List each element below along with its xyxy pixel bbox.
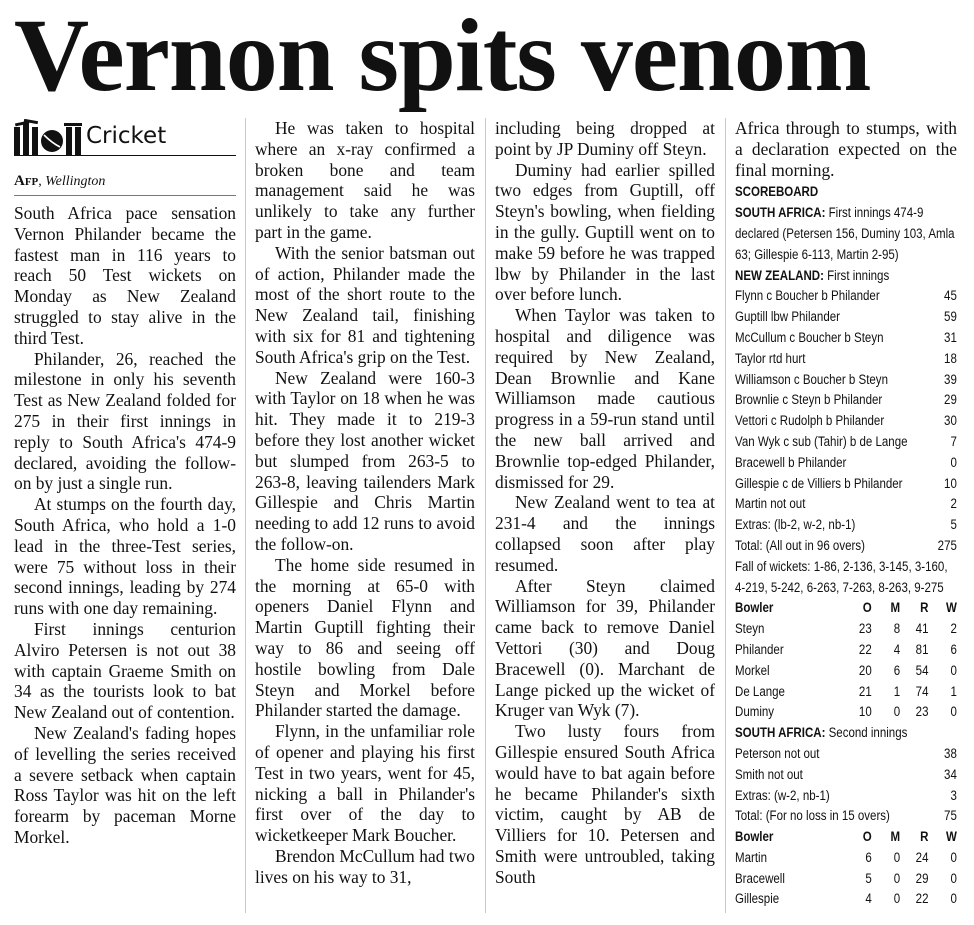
article-paragraph: New Zealand went to tea at 231-4 and the innings collapsed soon after play resumed. <box>495 492 715 575</box>
bowling-figure: 4 <box>893 641 901 657</box>
batsman-name: Total: (All out in 96 overs) <box>735 537 865 553</box>
bowling-figure: 10 <box>858 704 872 720</box>
bowling-figure: 22 <box>915 891 929 907</box>
bowling-figure: 0 <box>950 870 957 886</box>
bowling-figure: 0 <box>893 704 901 720</box>
batting-row <box>735 286 957 307</box>
bowling-row <box>735 848 957 869</box>
article-paragraph: New Zealand were 160-3 with Taylor on 18 when he was hit. They made it to 219-3 before they lost another wicket but slumped from 263-5 to 263-8, leaving tailenders Mark Gillespie and Chris Martin needing to add 12 runs to avoid the follow-on. <box>255 367 475 554</box>
batting-row <box>735 515 957 536</box>
article-paragraph: First innings centurion Alviro Petersen is not out 38 with captain Graeme Smith on 34 as the tourists look to bat New Zealand out of contention. <box>14 618 236 723</box>
batting-row <box>735 349 957 370</box>
batsman-name: Extras: (w-2, nb-1) <box>735 787 830 803</box>
bowling-figure: 0 <box>950 849 957 865</box>
batsman-name: Total: (For no loss in 15 overs) <box>735 808 890 824</box>
batsman-name: Taylor rtd hurt <box>735 350 806 366</box>
column-rule <box>245 118 246 913</box>
article-paragraph: He was taken to hospital where an x-ray confirmed a broken bone and team management said he was unlikely to take any further part in the game. <box>255 118 475 242</box>
bowling-figure: 23 <box>858 621 872 637</box>
bowler-name: De Lange <box>735 683 785 699</box>
batsman-runs: 29 <box>944 392 957 408</box>
bowling-figure: 54 <box>915 662 929 678</box>
batsman-name: Brownlie c Steyn b Philander <box>735 392 883 408</box>
bowling-figure: W <box>946 600 957 616</box>
bowling-figure: 6 <box>950 641 957 657</box>
batsman-runs: 31 <box>944 329 957 345</box>
team-label: SOUTH AFRICA: <box>735 205 826 221</box>
bowling-row <box>735 682 957 703</box>
cricket-icon <box>14 119 82 155</box>
batsman-name: Peterson not out <box>735 745 820 761</box>
bowling-header-row <box>735 598 957 619</box>
team-label: NEW ZEALAND: <box>735 267 824 283</box>
bowling-figure: M <box>890 600 901 616</box>
batting-row <box>735 390 957 411</box>
bowling-figure: 5 <box>865 870 872 886</box>
article-paragraph: Africa through to stumps, with a declaration expected on the final morning. <box>735 118 957 180</box>
bowling-header-row <box>735 827 957 848</box>
bowling-figure: 41 <box>915 621 929 637</box>
bowler-name: Morkel <box>735 662 770 678</box>
sa-first-innings <box>735 203 957 265</box>
batsman-name: McCullum c Boucher b Steyn <box>735 329 884 345</box>
article-column-4 <box>735 118 957 918</box>
batting-row <box>735 432 957 453</box>
bowler-name: Gillespie <box>735 891 780 907</box>
bowling-figure: 1 <box>950 683 957 699</box>
article-paragraph: South Africa pace sensation Vernon Philander became the fastest man in 116 years to reach 50 Test wickets on Monday as New Zealand struggled to stay alive in the third Test. <box>14 203 236 348</box>
batsman-runs: 7 <box>950 433 957 449</box>
batting-row <box>735 786 957 807</box>
batting-row <box>735 536 957 557</box>
batting-row <box>735 744 957 765</box>
batsman-runs: 2 <box>950 496 957 512</box>
bowling-figure: 0 <box>950 891 957 907</box>
bowler-name: Duminy <box>735 704 775 720</box>
bowling-figure: 20 <box>858 662 872 678</box>
batsman-name: Gillespie c de Villiers b Philander <box>735 475 903 491</box>
column-rule <box>725 118 726 913</box>
batsman-name: Vettori c Rudolph b Philander <box>735 413 885 429</box>
batsman-runs: 30 <box>944 413 957 429</box>
batsman-name: Bracewell b Philander <box>735 454 847 470</box>
article-paragraph: Flynn, in the unfamiliar role of opener and playing his first Test in two years, went for 45, nicking a ball in Philander's first over of the day to wicketkeeper Mark Boucher. <box>255 721 475 846</box>
batting-row <box>735 494 957 515</box>
batting-row <box>735 806 957 827</box>
byline-place: Wellington <box>45 174 106 189</box>
bowling-figure: 2 <box>950 621 957 637</box>
bowling-figure: R <box>920 829 929 845</box>
batsman-name: Guptill lbw Philander <box>735 309 840 325</box>
batsman-runs: 45 <box>944 288 957 304</box>
bowling-figure: 0 <box>893 870 901 886</box>
batting-row <box>735 328 957 349</box>
bowling-figure: 8 <box>893 621 901 637</box>
batsman-runs: 275 <box>937 537 957 553</box>
batsman-name: Williamson c Boucher b Steyn <box>735 371 888 387</box>
scoreboard <box>735 182 957 910</box>
bowling-figure: 4 <box>865 891 872 907</box>
bowling-figure: 0 <box>893 849 901 865</box>
bowling-figure: 74 <box>915 683 929 699</box>
batsman-name: Smith not out <box>735 766 803 782</box>
article-paragraph: When Taylor was taken to hospital and diligence was required by New Zealand, Dean Brownlie and Kane Williamson made cautious progress in a 59-run stand until the new ball arrived and Brownlie top-edged Philander, dismissed for 29. <box>495 305 715 492</box>
bowling-row <box>735 661 957 682</box>
article-column-3 <box>495 118 715 918</box>
article-paragraph: The home side resumed in the morning at 65-0 with openers Daniel Flynn and Martin Guptill fighting their way to 86 and seeing off hostile bowling from Dale Steyn and Morkel before Philander started the damage. <box>255 554 475 721</box>
sa-second-innings-heading <box>735 723 957 744</box>
bowler-name: Philander <box>735 641 784 657</box>
article-column-1 <box>14 118 236 918</box>
bowling-row <box>735 619 957 640</box>
bowling-figure: 6 <box>865 849 872 865</box>
nz-innings-heading <box>735 266 957 287</box>
article-paragraph: After Steyn claimed Williamson for 39, Philander came back to remove Daniel Vettori (30) and Doug Bracewell (0). Marchant de Lange picked up the wicket of Kruger van Wyk (7). <box>495 575 715 721</box>
nz-batting-list <box>735 286 957 556</box>
bowling-figure: O <box>862 600 872 616</box>
article-paragraph: including being dropped at point by JP Duminy off Steyn. <box>495 118 715 159</box>
scoreboard-heading: SCOREBOARD <box>735 184 819 200</box>
bowling-figure: 21 <box>858 683 872 699</box>
batsman-runs: 59 <box>944 309 957 325</box>
batsman-name: Martin not out <box>735 496 806 512</box>
batsman-runs: 39 <box>944 371 957 387</box>
bowling-figure: W <box>946 829 957 845</box>
article-paragraph: With the senior batsman out of action, Philander made the most of the short route to the New Zealand tail, finishing with six for 81 and tightening South Africa's grip on the Test. <box>255 242 475 367</box>
headline: Vernon spits venom <box>14 0 871 113</box>
batting-row <box>735 474 957 495</box>
bowling-table-1 <box>735 598 957 723</box>
bowling-figure: 23 <box>915 704 929 720</box>
section-title: Cricket <box>86 123 167 150</box>
batsman-name: Extras: (lb-2, w-2, nb-1) <box>735 517 856 533</box>
batsman-runs: 18 <box>944 350 957 366</box>
team-label: SOUTH AFRICA: <box>735 725 826 741</box>
bowling-figure: 29 <box>915 870 929 886</box>
batsman-runs: 3 <box>950 787 957 803</box>
bowling-figure: 81 <box>915 641 929 657</box>
bowling-row <box>735 702 957 723</box>
innings-summary: First innings 474-9 declared (Petersen 156, Duminy 103, Amla 63; Gillespie 6-113, Martin 2-95) <box>735 205 955 262</box>
bowling-row <box>735 640 957 661</box>
article-paragraph: At stumps on the fourth day, South Africa, who hold a 1-0 lead in the three-Test series, were 75 without loss in their second innings, leading by 274 runs with one day remaining. <box>14 494 236 619</box>
article-paragraph: Philander, 26, reached the milestone in only his seventh Test as New Zealand folded for 275 in their first innings in reply to South Africa's 474-9 declared, avoiding the follow-on by just a single run. <box>14 348 236 494</box>
bowling-figure: M <box>890 829 901 845</box>
batsman-runs: 10 <box>944 475 957 491</box>
article-paragraph: Duminy had earlier spilled two edges from Guptill, off Steyn's bowling, when fielding in the gully. Guptill went on to make 59 before he was trapped lbw by Philander in the last over before lunch. <box>495 159 715 305</box>
bowler-name: Bowler <box>735 829 774 845</box>
bowler-name: Bowler <box>735 600 774 616</box>
batsman-runs: 38 <box>944 745 957 761</box>
sa-batting-list <box>735 744 957 827</box>
batting-row <box>735 307 957 328</box>
bowling-figure: O <box>862 829 872 845</box>
section-header <box>14 118 236 156</box>
batsman-name: Flynn c Boucher b Philander <box>735 288 880 304</box>
bowling-table-2 <box>735 827 957 910</box>
batsman-runs: 34 <box>944 766 957 782</box>
article-column-2 <box>255 118 475 918</box>
bowling-row <box>735 869 957 890</box>
batting-row <box>735 765 957 786</box>
fall-of-wickets: Fall of wickets: 1-86, 2-136, 3-145, 3-160, 4-219, 5-242, 6-263, 7-263, 8-263, 9-275 <box>735 558 948 595</box>
batting-row <box>735 370 957 391</box>
byline: Afp, Wellington <box>14 173 236 196</box>
batting-row <box>735 453 957 474</box>
batsman-name: Van Wyk c sub (Tahir) b de Lange <box>735 433 908 449</box>
batsman-runs: 5 <box>950 517 957 533</box>
innings-label: First innings <box>823 267 890 283</box>
bowling-figure: 22 <box>858 641 872 657</box>
bowler-name: Bracewell <box>735 870 785 886</box>
bowling-figure: 6 <box>893 662 901 678</box>
bowling-figure: 0 <box>893 891 901 907</box>
article-paragraph: Two lusty fours from Gillespie ensured South Africa would have to bat again before he became Philander's sixth victim, caught by AB de Villiers for 10. Petersen and Smith were untroubled, taking South <box>495 721 715 887</box>
column-rule <box>485 118 486 913</box>
bowling-row <box>735 889 957 910</box>
bowler-name: Steyn <box>735 621 765 637</box>
bowling-figure: 24 <box>915 849 929 865</box>
batsman-runs: 75 <box>944 808 957 824</box>
article-paragraph: Brendon McCullum had two lives on his way to 31, <box>255 845 475 887</box>
batting-row <box>735 411 957 432</box>
bowling-figure: R <box>920 600 929 616</box>
article-paragraph: New Zealand's fading hopes of levelling the series received a severe setback when captain Ross Taylor was hit on the left forearm by paceman Morne Morkel. <box>14 722 236 847</box>
byline-agency: Afp <box>14 173 39 189</box>
bowling-figure: 0 <box>950 704 957 720</box>
bowling-figure: 1 <box>893 683 901 699</box>
bowling-figure: 0 <box>950 662 957 678</box>
batsman-runs: 0 <box>950 454 957 470</box>
bowler-name: Martin <box>735 849 768 865</box>
innings-label: Second innings <box>825 725 908 741</box>
